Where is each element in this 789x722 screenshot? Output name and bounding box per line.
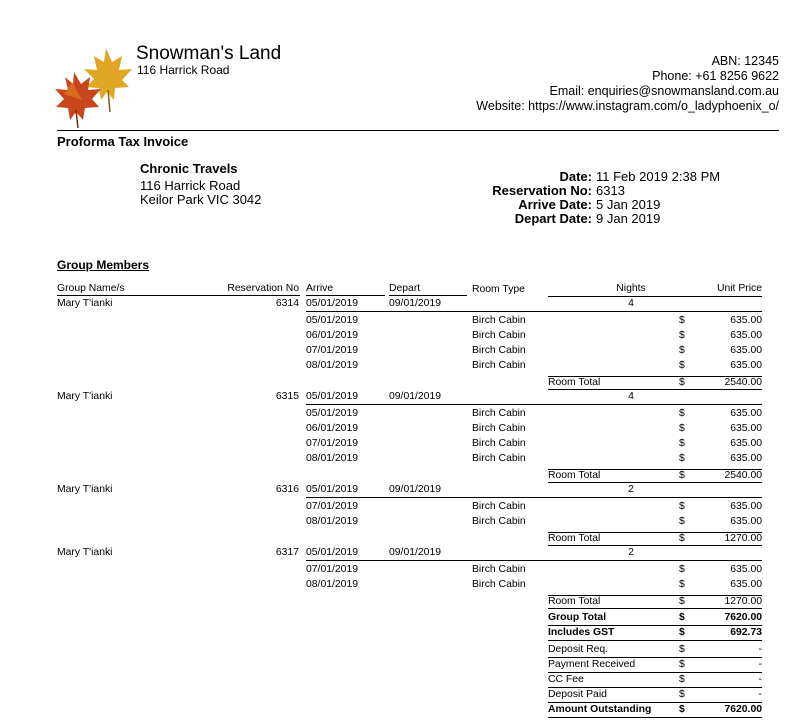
group-4-room-total-label: Room Total [548,596,601,607]
table-rule [548,717,762,718]
group-2-line-3-date: 07/01/2019 [306,438,359,449]
email: Email: enquiries@snowmansland.com.au [549,84,779,98]
reservation-label: Reservation No: [492,183,592,198]
group-2-room-total-value: 2540.00 [724,470,762,481]
group-4-reservation-no: 6317 [275,547,299,558]
group-3-depart: 09/01/2019 [389,484,442,495]
group-1-line-1-currency: $ [679,315,685,326]
group-3-reservation-no: 6316 [275,484,299,495]
group-2-line-1-currency: $ [679,408,685,419]
table-rule [548,702,762,703]
group-3-nights: 2 [628,484,634,495]
depart-value: 9 Jan 2019 [596,211,661,226]
table-rule [548,482,762,483]
table-rule [57,295,300,296]
group-2-member-name: Mary T'ianki [57,391,113,402]
group-2-line-2-price: 635.00 [730,423,762,434]
header-arrive: Arrive [306,283,334,294]
header-divider [57,130,779,131]
group-2-line-4-date: 08/01/2019 [306,453,359,464]
customer-address-line-1: 116 Harrick Road [140,178,241,193]
summary-7-currency: $ [679,704,685,715]
summary-5-currency: $ [679,674,685,685]
website: Website: https://www.instagram.com/o_ladyphoenix_o/ [476,99,779,113]
group-3-line-2-room-type: Birch Cabin [472,516,526,527]
summary-5-label: CC Fee [548,674,584,685]
group-3-room-total-currency: $ [679,533,685,544]
table-rule [548,389,762,390]
group-1-line-3-date: 07/01/2019 [306,345,359,356]
depart-label: Depart Date: [514,211,592,226]
summary-3-value: - [758,644,762,655]
group-1-line-4-room-type: Birch Cabin [472,360,526,371]
group-4-line-1-date: 07/01/2019 [306,564,359,575]
group-1-arrive: 05/01/2019 [306,298,359,309]
table-rule [389,295,467,296]
table-rule [306,404,762,405]
arrive-value: 5 Jan 2019 [596,197,661,212]
group-1-line-2-date: 06/01/2019 [306,330,359,341]
group-2-line-1-room-type: Birch Cabin [472,408,526,419]
summary-4-currency: $ [679,659,685,670]
maple-leaf-logo-icon [52,42,138,128]
abn: ABN: 12345 [711,54,779,68]
summary-1-currency: $ [679,612,685,623]
summary-4-value: - [758,659,762,670]
group-4-room-total-value: 1270.00 [724,596,762,607]
group-2-line-1-date: 05/01/2019 [306,408,359,419]
group-3-line-2-currency: $ [679,516,685,527]
group-1-line-4-date: 08/01/2019 [306,360,359,371]
group-2-line-3-currency: $ [679,438,685,449]
summary-4-label: Payment Received [548,659,636,670]
group-2-line-3-room-type: Birch Cabin [472,438,526,449]
table-rule [306,497,762,498]
group-2-room-total-currency: $ [679,470,685,481]
summary-5-value: - [758,674,762,685]
group-1-nights: 4 [628,298,634,309]
group-1-depart: 09/01/2019 [389,298,442,309]
table-rule [548,545,762,546]
group-3-line-2-date: 08/01/2019 [306,516,359,527]
group-3-line-1-currency: $ [679,501,685,512]
group-1-line-1-price: 635.00 [730,315,762,326]
summary-6-value: - [758,689,762,700]
customer-block [140,162,261,207]
group-4-line-1-room-type: Birch Cabin [472,564,526,575]
group-1-reservation-no: 6314 [275,298,299,309]
group-3-room-total-value: 1270.00 [724,533,762,544]
group-4-line-1-currency: $ [679,564,685,575]
summary-7-label: Amount Outstanding [548,704,652,715]
group-2-line-2-date: 06/01/2019 [306,423,359,434]
section-title: Group Members [57,258,150,272]
table-rule [306,311,762,312]
table-rule [548,672,762,673]
reservation-value: 6313 [596,183,625,198]
summary-3-currency: $ [679,644,685,655]
arrive-label: Arrive Date: [518,197,592,212]
group-1-line-4-price: 635.00 [730,360,762,371]
group-4-line-2-price: 635.00 [730,579,762,590]
header-reservation-no: Reservation No [227,283,299,294]
group-2-line-4-currency: $ [679,453,685,464]
summary-2-label: Includes GST [548,627,615,638]
group-1-line-3-currency: $ [679,345,685,356]
group-1-room-total-label: Room Total [548,377,601,388]
company-contact [476,54,779,114]
group-4-depart: 09/01/2019 [389,547,442,558]
group-1-line-2-room-type: Birch Cabin [472,330,526,341]
group-3-line-1-price: 635.00 [730,501,762,512]
table-rule [306,560,762,561]
group-4-line-2-room-type: Birch Cabin [472,579,526,590]
group-1-line-4-currency: $ [679,360,685,371]
group-1-line-2-price: 635.00 [730,330,762,341]
group-1-line-3-price: 635.00 [730,345,762,356]
group-1-room-total-currency: $ [679,377,685,388]
group-2-line-2-currency: $ [679,423,685,434]
summary-1-label: Group Total [548,612,607,623]
date-value: 11 Feb 2019 2:38 PM [596,169,721,184]
group-2-reservation-no: 6315 [275,391,299,402]
summary-6-currency: $ [679,689,685,700]
group-4-nights: 2 [628,547,634,558]
summary-7-value: 7620.00 [724,704,762,715]
group-2-arrive: 05/01/2019 [306,391,359,402]
invoice-meta [380,170,722,226]
group-4-line-2-currency: $ [679,579,685,590]
group-2-line-3-price: 635.00 [730,438,762,449]
table-rule [548,640,762,641]
group-2-line-4-price: 635.00 [730,453,762,464]
company-name: Snowman's Land [136,43,282,64]
date-label: Date: [559,169,592,184]
group-2-room-total-label: Room Total [548,470,601,481]
summary-1-value: 7620.00 [724,612,762,623]
group-1-line-1-room-type: Birch Cabin [472,315,526,326]
group-1-member-name: Mary T'ianki [57,298,113,309]
group-2-line-4-room-type: Birch Cabin [472,453,526,464]
group-3-room-total-label: Room Total [548,533,601,544]
table-rule [306,295,385,296]
customer-address-line-2: Keilor Park VIC 3042 [140,192,262,207]
group-3-line-1-date: 07/01/2019 [306,501,359,512]
header-nights: Nights [616,283,646,294]
group-1-line-1-date: 05/01/2019 [306,315,359,326]
group-4-room-total-currency: $ [679,596,685,607]
summary-2-value: 692.73 [730,627,762,638]
table-rule [548,296,762,297]
group-2-nights: 4 [628,391,634,402]
group-3-line-1-room-type: Birch Cabin [472,501,526,512]
group-1-line-2-currency: $ [679,330,685,341]
customer-name: Chronic Travels [140,161,238,176]
document-title: Proforma Tax Invoice [57,134,189,149]
group-4-arrive: 05/01/2019 [306,547,359,558]
header-unit-price: Unit Price [716,283,762,294]
group-4-member-name: Mary T'ianki [57,547,113,558]
header-room-type: Room Type [472,284,525,295]
header-depart: Depart [389,283,421,294]
table-rule [548,608,762,609]
group-4-line-2-date: 08/01/2019 [306,579,359,590]
group-2-line-1-price: 635.00 [730,408,762,419]
phone: Phone: +61 8256 9622 [652,69,779,83]
group-3-arrive: 05/01/2019 [306,484,359,495]
company-address: 116 Harrick Road [137,63,230,77]
group-4-line-1-price: 635.00 [730,564,762,575]
group-2-line-2-room-type: Birch Cabin [472,423,526,434]
group-3-line-2-price: 635.00 [730,516,762,527]
summary-2-currency: $ [679,627,685,638]
table-rule [548,657,762,658]
header-group-name: Group Name/s [57,283,125,294]
summary-3-label: Deposit Req. [548,644,609,655]
group-1-room-total-value: 2540.00 [724,377,762,388]
group-3-member-name: Mary T'ianki [57,484,113,495]
group-1-line-3-room-type: Birch Cabin [472,345,526,356]
group-2-depart: 09/01/2019 [389,391,442,402]
summary-6-label: Deposit Paid [548,689,607,700]
table-rule [548,625,762,626]
table-rule [548,687,762,688]
